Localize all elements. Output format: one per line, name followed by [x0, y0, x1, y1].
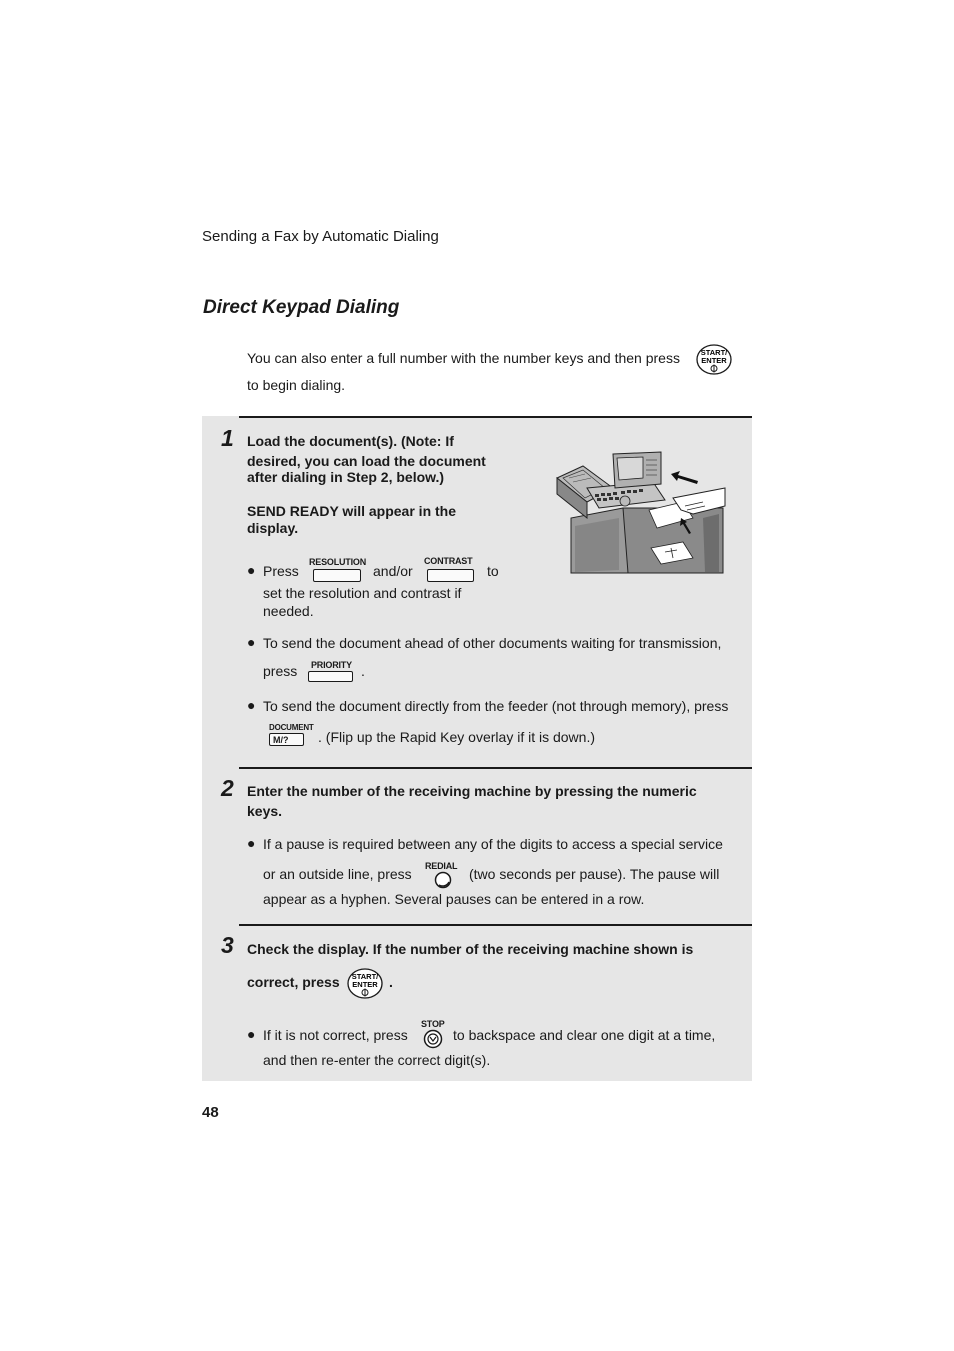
document-key-icon: M/?: [269, 733, 304, 746]
page-number: 48: [202, 1104, 219, 1121]
step-1-bullet-1-line-2: set the resolution and contrast if: [263, 585, 462, 601]
step-3-number: 3: [221, 932, 234, 958]
resolution-key-icon: [313, 569, 361, 582]
running-header: Sending a Fax by Automatic Dialing: [202, 228, 439, 245]
bullet-dot: ●: [247, 835, 256, 851]
step-3-bullet-1-line-2: and then re-enter the correct digit(s).: [263, 1052, 491, 1068]
document-key-label: DOCUMENT: [269, 723, 314, 732]
bullet-dot: ●: [247, 562, 256, 578]
start-enter-label-top: START/: [351, 972, 379, 981]
stop-key-label: STOP: [421, 1019, 445, 1029]
step-1-bullet-3-line-1: To send the document directly from the feeder (not through memory), press: [263, 698, 729, 714]
priority-key-label: PRIORITY: [311, 660, 352, 670]
step-1-bullet-2-line-1: To send the document ahead of other documents waiting for transmission,: [263, 635, 722, 651]
bullet-dot: ●: [247, 697, 256, 713]
step-1-bullet-3-end: . (Flip up the Rapid Key overlay if it is down.): [318, 729, 596, 745]
step-3-bullet-1-line-1a: If it is not correct, press: [263, 1027, 408, 1043]
step-1-instruction-2: desired, you can load the document: [247, 453, 486, 469]
contrast-key-icon: [427, 569, 474, 582]
step-1-instruction-1: Load the document(s). (Note: If: [247, 433, 454, 449]
intro-line-2: to begin dialing.: [247, 377, 346, 393]
redial-key-label: REDIAL: [425, 861, 458, 871]
start-enter-key-icon: [347, 968, 383, 999]
step-2-instruction-1: Enter the number of the receiving machine by pressing the numeric: [247, 783, 697, 799]
resolution-key-label: RESOLUTION: [309, 557, 367, 567]
start-enter-label-bottom: ENTER: [352, 980, 378, 989]
fax-machine-illustration: [553, 448, 731, 576]
step-3-instruction-2: correct, press: [247, 974, 340, 990]
step-1-bullet-1-press: Press: [263, 563, 299, 579]
step-1-bullet-2-end: .: [361, 663, 365, 679]
step-1-number: 1: [221, 425, 234, 451]
step-1-bullet-1-andor: and/or: [373, 563, 413, 579]
stop-key-icon: [423, 1029, 443, 1049]
step-1-bullet-1-to: to: [487, 563, 499, 579]
step-2-bullet-1-line-2a: or an outside line, press: [263, 866, 412, 882]
step-3-instruction-1: Check the display. If the number of the receiving machine shown is: [247, 941, 694, 957]
step-2-bullet-1-line-3: appear as a hyphen. Several pauses can be entered in a row.: [263, 891, 645, 907]
step-1-bullet-1-line-3: needed.: [263, 603, 314, 619]
redial-key-icon: [434, 871, 452, 889]
priority-key-icon: [308, 671, 353, 682]
step-1-display-2: display.: [247, 520, 299, 536]
section-title: Direct Keypad Dialing: [203, 297, 400, 318]
step-3-rule: [239, 924, 752, 926]
step-2-rule: [239, 767, 752, 769]
start-enter-label-bottom: ENTER: [701, 356, 727, 365]
contrast-key-label: CONTRAST: [424, 556, 473, 566]
bullet-dot: ●: [247, 634, 256, 650]
step-3-instruction-2-end: .: [389, 974, 393, 990]
step-2-bullet-1-line-2b: (two seconds per pause). The pause will: [469, 866, 720, 882]
step-2-instruction-2: keys.: [247, 803, 283, 819]
start-enter-label-top: START/: [700, 348, 728, 357]
step-1-display-1: SEND READY will appear in the: [247, 503, 457, 519]
step-1-instruction-3: after dialing in Step 2, below.): [247, 469, 445, 485]
step-2-bullet-1-line-1: If a pause is required between any of the digits to access a special service: [263, 836, 723, 852]
step-1-rule: [239, 416, 752, 418]
bullet-dot: ●: [247, 1026, 256, 1042]
step-3-bullet-1-line-1b: to backspace and clear one digit at a time,: [453, 1027, 716, 1043]
step-2-number: 2: [221, 775, 234, 801]
intro-line-1: You can also enter a full number with the number keys and then press: [247, 350, 680, 366]
step-1-bullet-2-press: press: [263, 663, 298, 679]
start-enter-key-icon: [696, 344, 732, 375]
